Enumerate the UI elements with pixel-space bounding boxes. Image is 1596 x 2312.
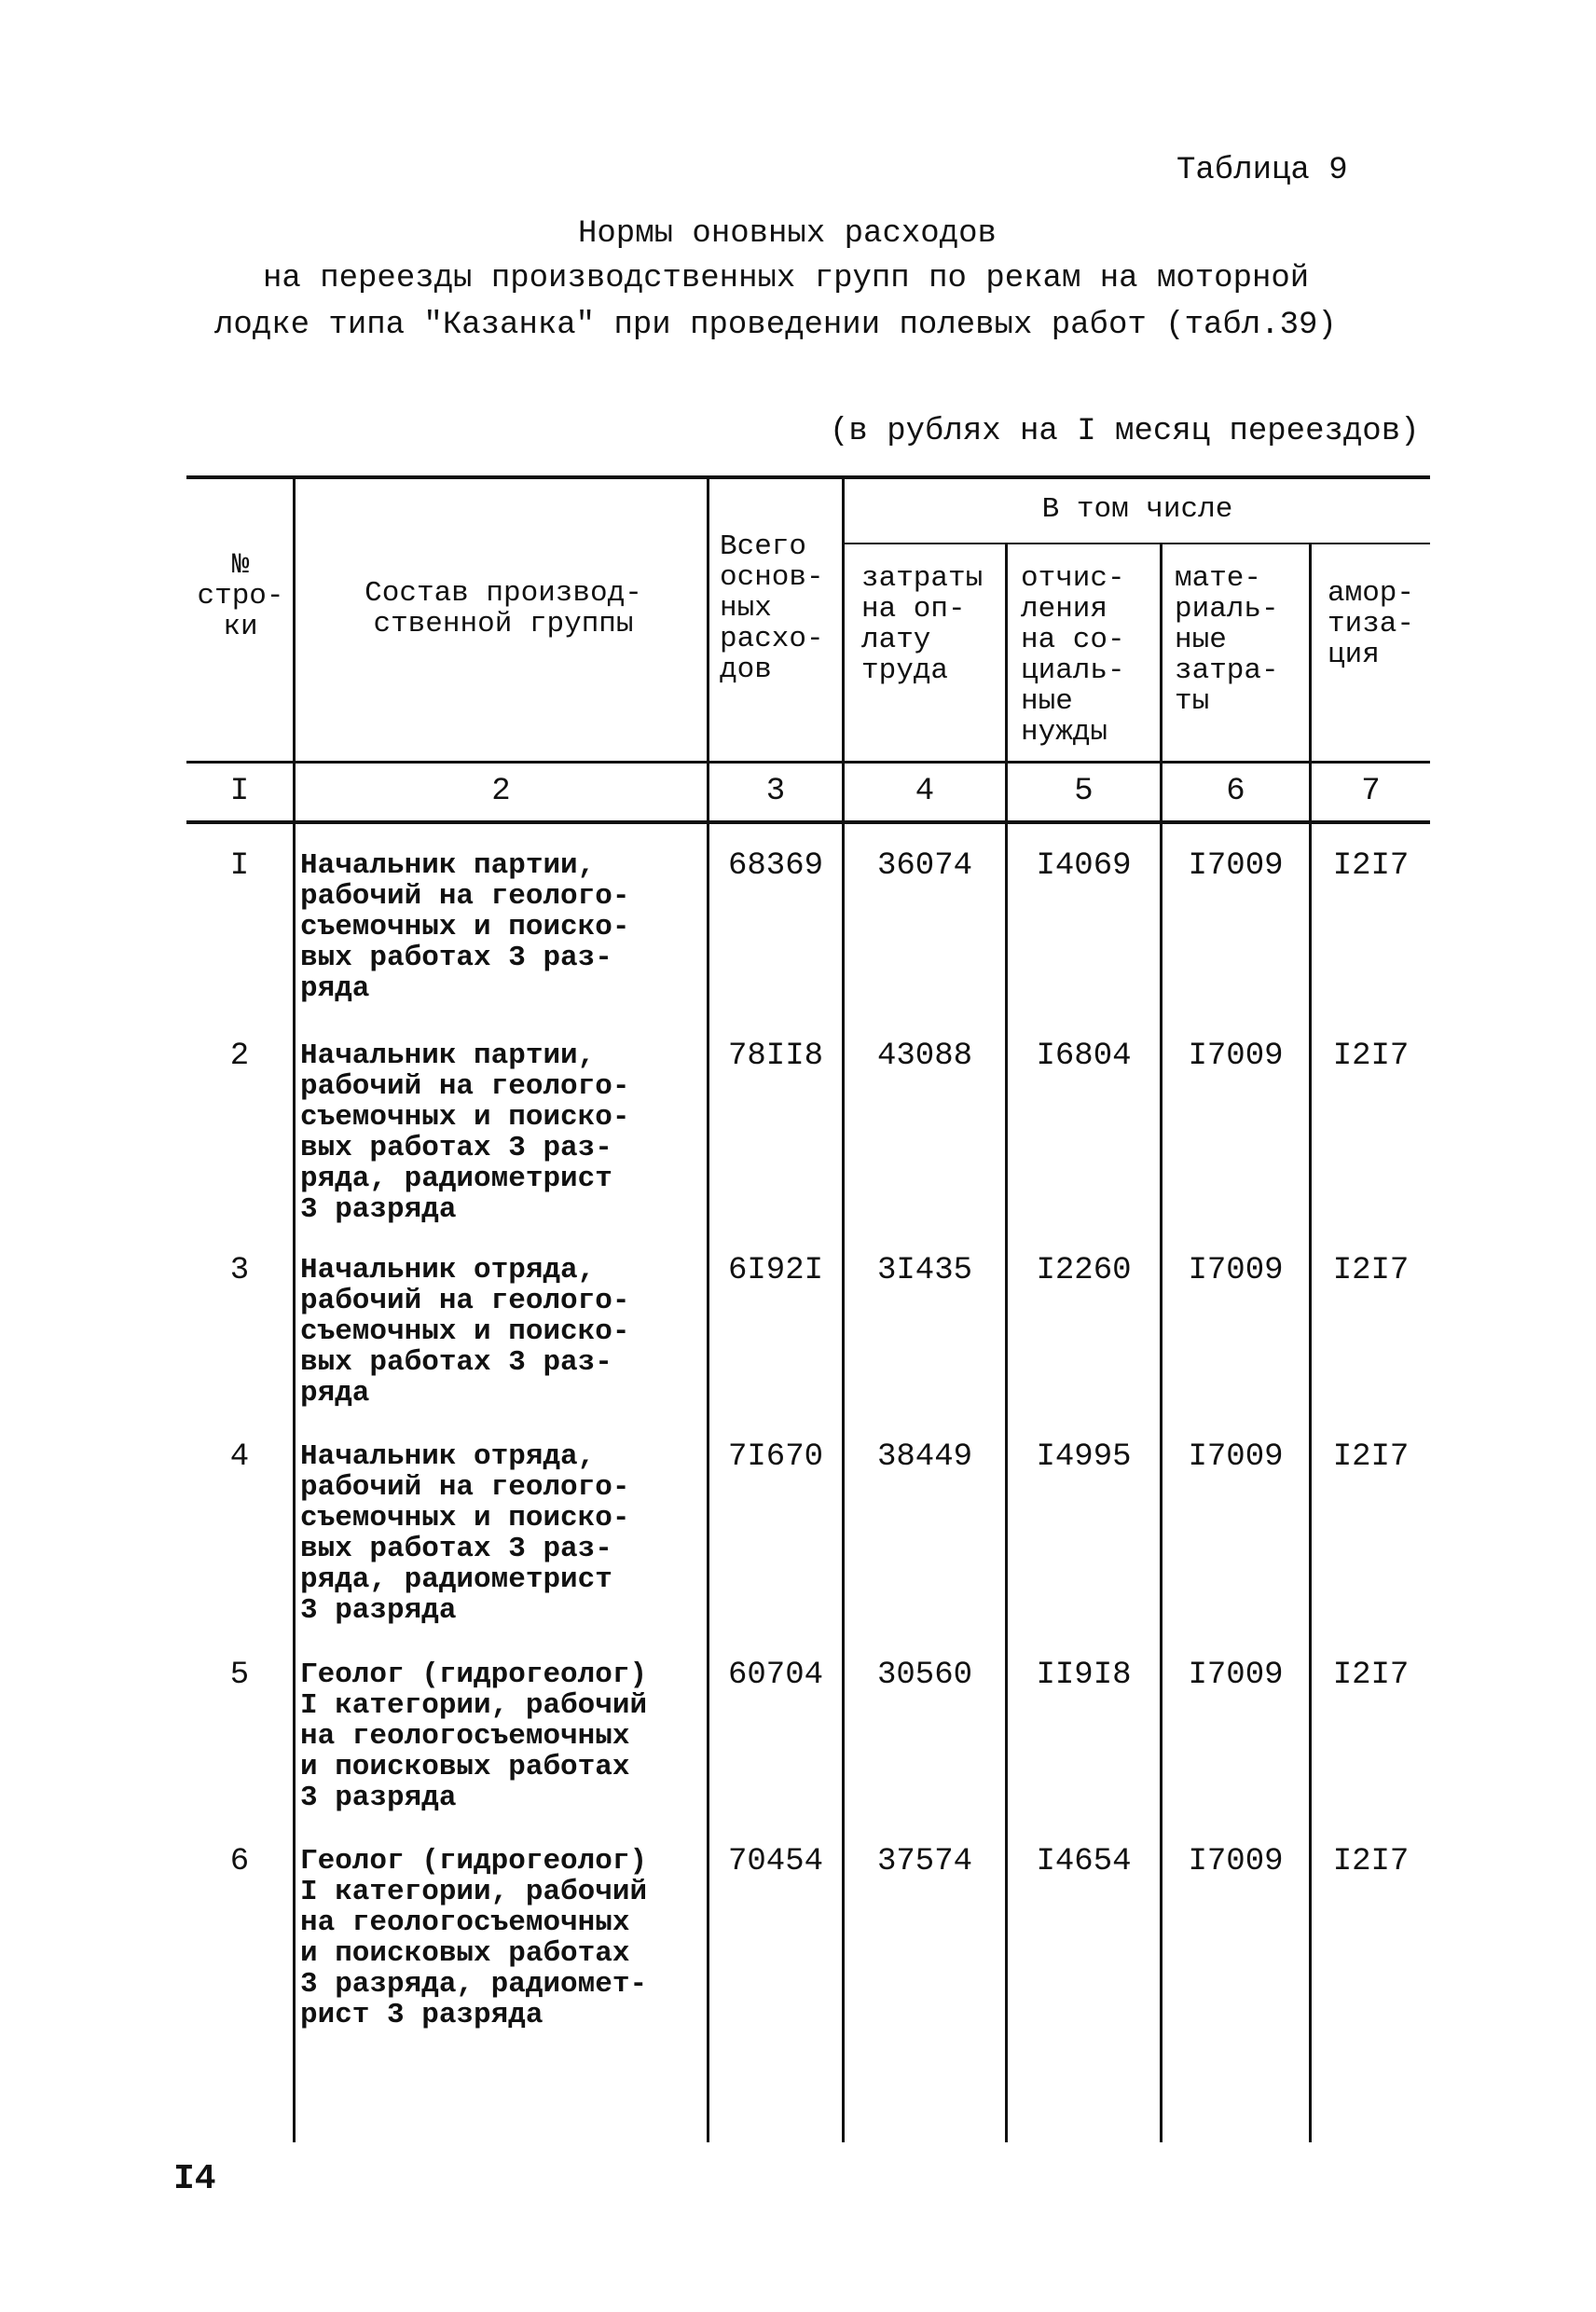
col-number: 5 bbox=[1074, 774, 1094, 809]
col-header-amortization: амор- тиза- ция bbox=[1328, 577, 1415, 671]
group-header-rule bbox=[842, 543, 1430, 544]
row-number: 5 bbox=[229, 1658, 250, 1693]
material-cost: I7009 bbox=[1188, 1439, 1284, 1475]
group-composition: Геолог (гидрогеолог) I категории, рабочий на геологосъемочных и поисковых работах 3 разряда bbox=[300, 1658, 648, 1814]
amortization: I2I7 bbox=[1332, 1658, 1410, 1693]
material-cost: I7009 bbox=[1188, 1844, 1284, 1879]
col-number-rule bbox=[186, 820, 1430, 824]
labor-cost: 3I435 bbox=[876, 1253, 973, 1288]
col-header-material: мате- риаль- ные затра- ты bbox=[1175, 562, 1279, 718]
total-cost: 7I670 bbox=[727, 1439, 824, 1475]
material-cost: I7009 bbox=[1188, 848, 1284, 884]
group-composition: Геолог (гидрогеолог) I категории, рабочий на геологосъемочных и поисковых работах 3 разряда, радиомет- рист 3 разряда bbox=[300, 1845, 648, 2031]
amortization: I2I7 bbox=[1332, 1253, 1410, 1288]
total-cost: 70454 bbox=[727, 1844, 824, 1879]
social-deductions: II9I8 bbox=[1036, 1658, 1132, 1693]
col-divider-2 bbox=[707, 477, 709, 2142]
amortization: I2I7 bbox=[1332, 1039, 1410, 1074]
social-deductions: I6804 bbox=[1036, 1039, 1132, 1074]
table-top-rule bbox=[186, 475, 1430, 479]
group-composition: Начальник отряда, рабочий на геолого- съемочных и поиско- вых работах 3 раз- ряда bbox=[300, 1254, 630, 1410]
page-number: I4 bbox=[173, 2159, 216, 2199]
group-composition: Начальник партии, рабочий на геолого- съемочных и поиско- вых работах 3 раз- ряда bbox=[300, 849, 630, 1005]
labor-cost: 30560 bbox=[876, 1658, 973, 1693]
row-number: 3 bbox=[229, 1253, 250, 1288]
social-deductions: I4654 bbox=[1036, 1844, 1132, 1879]
col-header-group-composition: Состав производ- ственной группы bbox=[365, 577, 642, 640]
title-line-2: на переезды производственных групп по рекам на моторной bbox=[263, 261, 1310, 296]
col-number: 4 bbox=[915, 774, 935, 809]
material-cost: I7009 bbox=[1188, 1039, 1284, 1074]
col-header-labor: затраты на оп- лату труда bbox=[861, 562, 984, 687]
col-divider-3 bbox=[842, 477, 845, 2142]
col-header-social: отчис- ления на со- циаль- ные нужды bbox=[1021, 562, 1125, 749]
group-composition: Начальник партии, рабочий на геолого- съемочных и поиско- вых работах 3 раз- ряда, радиометрист 3 разряда bbox=[300, 1039, 630, 1226]
col-number: I bbox=[229, 774, 250, 809]
amortization: I2I7 bbox=[1332, 1439, 1410, 1475]
col-number: 3 bbox=[765, 774, 786, 809]
units-note: (в рублях на I месяц переездов) bbox=[830, 414, 1420, 449]
title-line-3: лодке типа "Казанка" при проведении полевых работ (табл.39) bbox=[214, 308, 1337, 343]
row-number: 4 bbox=[229, 1439, 250, 1475]
table-label: Таблица 9 bbox=[1176, 153, 1348, 188]
total-cost: 60704 bbox=[727, 1658, 824, 1693]
social-deductions: I4069 bbox=[1036, 848, 1132, 884]
col-number: 2 bbox=[491, 774, 511, 809]
row-number: 6 bbox=[229, 1844, 250, 1879]
col-header-row-no: № стро- ки bbox=[197, 549, 284, 643]
labor-cost: 38449 bbox=[876, 1439, 973, 1475]
group-composition: Начальник отряда, рабочий на геолого- съемочных и поиско- вых работах 3 раз- ряда, радиометрист 3 разряда bbox=[300, 1440, 630, 1627]
material-cost: I7009 bbox=[1188, 1658, 1284, 1693]
social-deductions: I4995 bbox=[1036, 1439, 1132, 1475]
col-number: 6 bbox=[1226, 774, 1245, 809]
labor-cost: 36074 bbox=[876, 848, 973, 884]
total-cost: 78II8 bbox=[727, 1039, 824, 1074]
labor-cost: 43088 bbox=[876, 1039, 973, 1074]
amortization: I2I7 bbox=[1332, 1844, 1410, 1879]
col-divider-1 bbox=[293, 477, 296, 2142]
title-line-1: Нормы оновных расходов bbox=[578, 216, 997, 252]
col-header-including: В том числе bbox=[1041, 493, 1233, 526]
row-number: I bbox=[229, 848, 250, 884]
col-number: 7 bbox=[1361, 774, 1381, 809]
material-cost: I7009 bbox=[1188, 1253, 1284, 1288]
header-bottom-rule bbox=[186, 761, 1430, 764]
total-cost: 68369 bbox=[727, 848, 824, 884]
amortization: I2I7 bbox=[1332, 848, 1410, 884]
social-deductions: I2260 bbox=[1036, 1253, 1132, 1288]
row-number: 2 bbox=[229, 1039, 250, 1074]
col-header-total: Всего основ- ных расхо- дов bbox=[720, 530, 824, 686]
total-cost: 6I92I bbox=[727, 1253, 824, 1288]
labor-cost: 37574 bbox=[876, 1844, 973, 1879]
